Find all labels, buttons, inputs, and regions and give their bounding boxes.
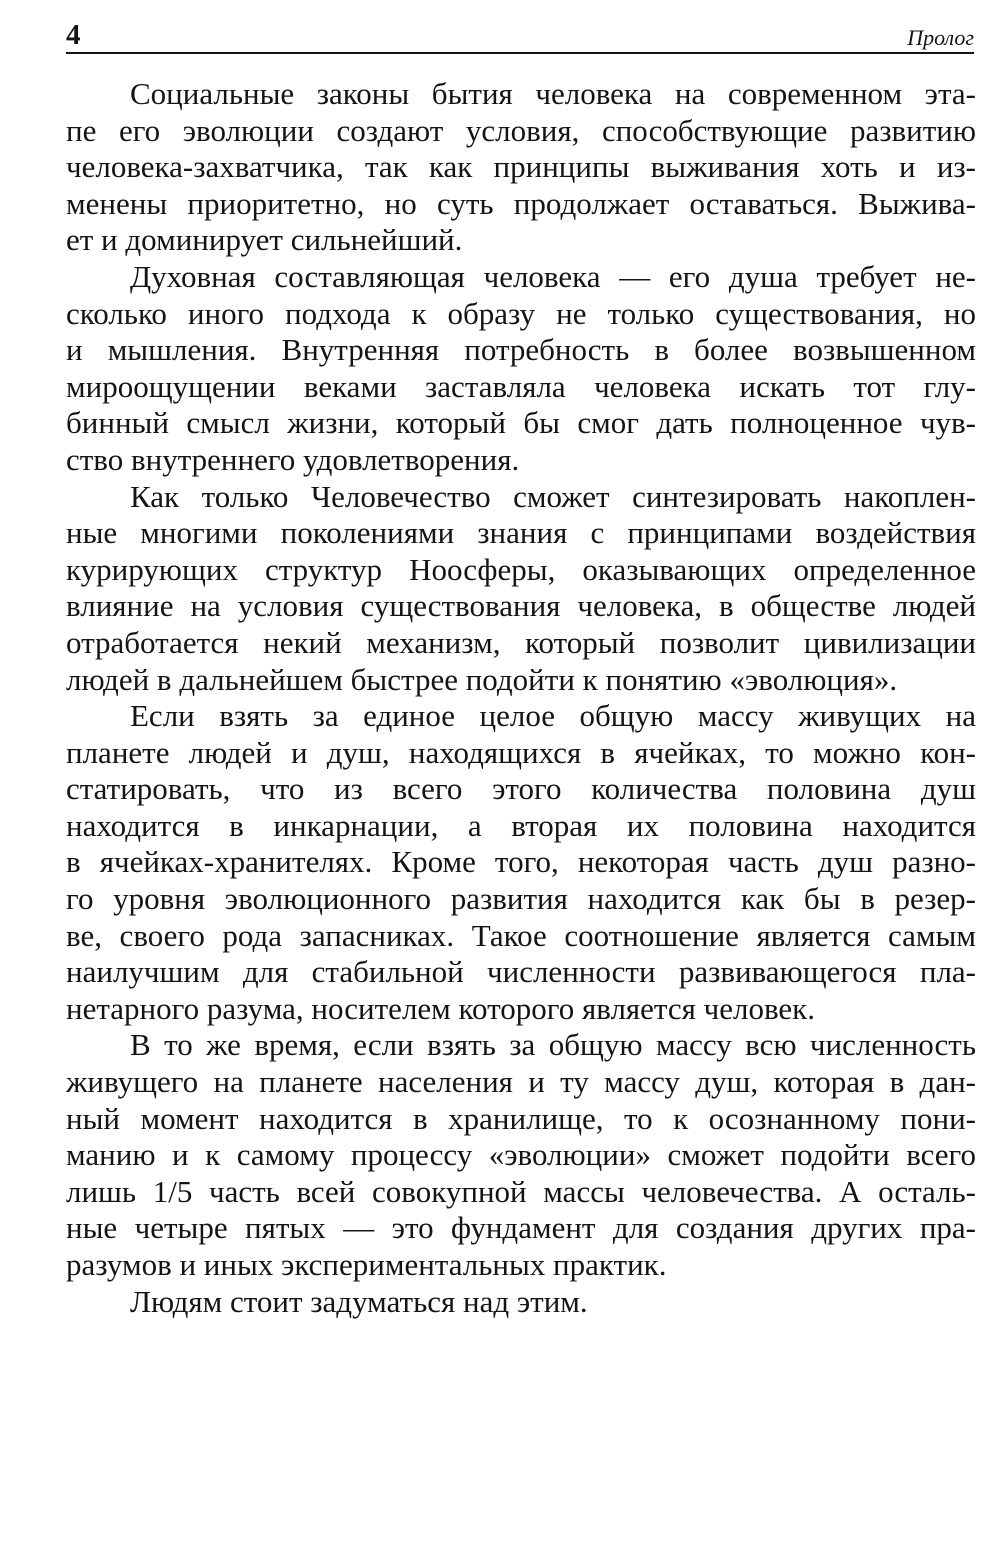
text-line: Людям стоит задуматься над этим. [130,1283,588,1319]
text-line: мироощущении веками заставляла человека искать тот глу- [66,368,976,404]
text-line: манию и к самому процессу «эволюции» сможет подойти всего [66,1137,976,1173]
text-line: ет и доминирует сильнейший. [66,222,463,258]
text-line: сколько иного подхода к образу не только существования, но [66,295,976,331]
text-line: влияние на условия существования человека, в обществе людей [66,588,976,624]
text-line: планете людей и душ, находящихся в ячейках, то можно кон- [66,734,976,770]
text-line: наилучшим для стабильной численности развивающегося пла- [66,954,976,990]
text-line: бинный смысл жизни, который бы смог дать полноценное чув- [66,405,976,441]
text-line: Социальные законы бытия человека на современном эта- [130,76,976,111]
paragraph-5 [66,1027,976,1283]
text-line: нетарного разума, носителем которого является человек. [66,990,815,1026]
text-line: ство внутреннего удовлетворения. [66,441,520,477]
running-header [66,14,974,54]
text-line: Духовная составляющая человека — его душа требует не- [130,258,976,294]
paragraph-4 [66,698,976,1027]
text-line: людей в дальнейшем быстрее подойти к понятию «эволюция». [66,661,898,697]
text-line: го уровня эволюционного развития находится как бы в резер- [66,881,976,917]
page-number: 4 [66,19,81,51]
text-line: живущего на планете населения и ту массу душ, которая в дан- [66,1064,976,1100]
text-line: ные четыре пятых — это фундамент для создания других пра- [66,1210,976,1246]
paragraph-6 [66,1284,976,1321]
text-line: Если взять за единое целое общую массу живущих на [130,698,976,734]
text-line: лишь 1/5 часть всей совокупной массы человечества. А осталь- [66,1173,976,1209]
paragraph-3 [66,479,976,699]
body-text [66,76,976,1320]
text-line: человека-захватчика, так как принципы выживания хоть и из- [66,149,976,185]
paragraph-2 [66,259,976,479]
text-line: статировать, что из всего этого количества половина душ [66,771,976,807]
text-line: ные многими поколениями знания с принципами воздействия [66,515,976,551]
text-line: Как только Человечество сможет синтезировать накоплен- [130,478,976,514]
text-line: находится в инкарнации, а вторая их половина находится [66,807,976,843]
text-line: и мышления. Внутренняя потребность в более возвышенном [66,332,976,368]
text-line: ный момент находится в хранилище, то к осознанному пони- [66,1100,976,1136]
text-line: разумов и иных экспериментальных практик. [66,1247,667,1282]
section-title: Пролог [907,25,974,50]
paragraph-1 [66,76,976,259]
text-line: в ячейках-хранителях. Кроме того, некоторая часть душ разно- [66,844,976,880]
text-line: В то же время, если взять за общую массу всю численность [130,1027,976,1063]
text-line: ве, своего рода запасниках. Такое соотношение является самым [66,917,976,953]
text-line: отработается некий механизм, который позволит цивилизации [66,624,976,660]
text-line: курирующих структур Ноосферы, оказывающих определенное [66,551,976,587]
text-line: менены приоритетно, но суть продолжает оставаться. Выжива- [66,185,976,221]
text-line: пе его эволюции создают условия, способствующие развитию [66,112,976,148]
